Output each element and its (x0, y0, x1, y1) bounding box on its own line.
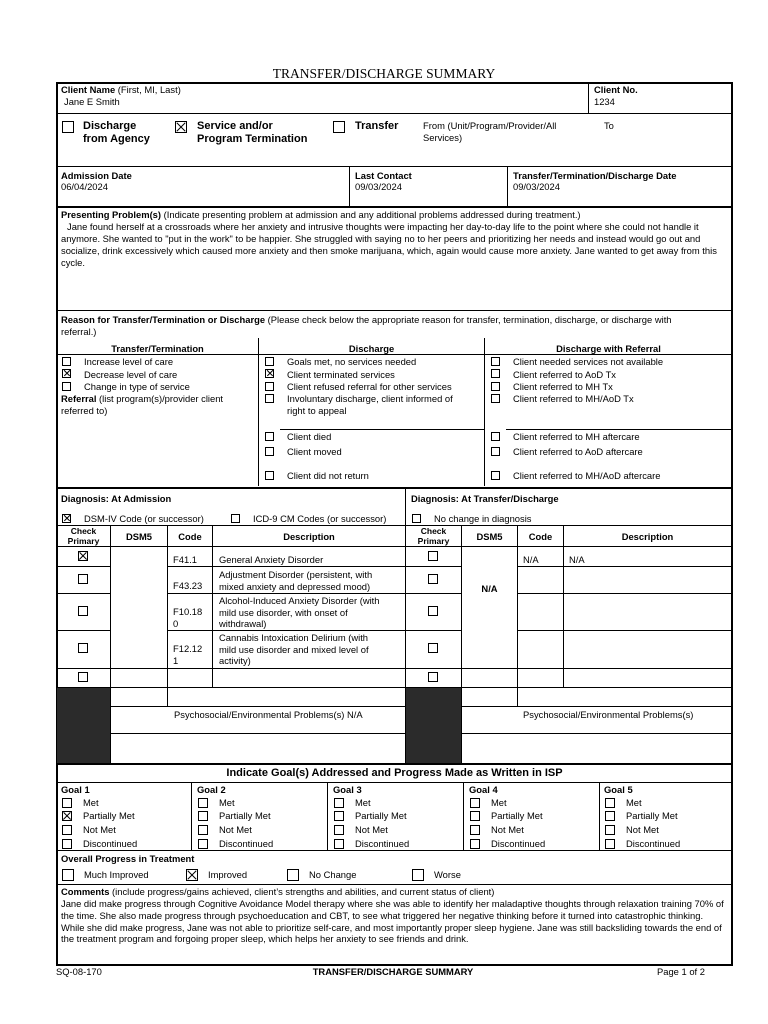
form-title: TRANSFER/DISCHARGE SUMMARY (272, 66, 496, 81)
goal-2-option-checkbox[interactable] (198, 839, 208, 849)
last-contact-value: 09/03/2024 (355, 181, 402, 192)
client-terminated-checkbox[interactable] (265, 369, 274, 378)
discharge-referral-header: Discharge with Referral (556, 343, 661, 354)
goal-2-label: Goal 2 (197, 784, 226, 795)
goals-header: Indicate Goal(s) Addressed and Progress Made as Written in ISP (226, 767, 563, 779)
code-header: Code (528, 531, 553, 542)
reason-option-label: Client referred to MH/AoD Tx (513, 393, 634, 404)
goal-option-label: Partially Met (83, 810, 135, 821)
goal-option-label: Not Met (219, 824, 252, 835)
goal-5-option-checkbox[interactable] (605, 811, 615, 821)
transfer-date-label: Transfer/Termination/Discharge Date (513, 170, 677, 181)
dsm-iv-label: DSM-IV Code (or successor) (84, 513, 204, 524)
discharge-option-label: Discharge from Agency (83, 120, 150, 145)
referred-mh-aod-aftercare-checkbox[interactable] (491, 471, 500, 480)
psychosocial-discharge: Psychosocial/Environmental Problems(s) (523, 709, 694, 720)
goal-4-option-checkbox[interactable] (470, 811, 480, 821)
goal-option-label: Met (83, 797, 99, 808)
transfer-to-label: To (604, 120, 614, 131)
goal-3-option-checkbox[interactable] (334, 811, 344, 821)
goal-1-option-checkbox[interactable] (62, 825, 72, 835)
goal-2-option-checkbox[interactable] (198, 811, 208, 821)
reason-option-label: Involuntary discharge, client informed of right to appeal (287, 393, 453, 416)
client-number-label: Client No. (594, 84, 638, 95)
goal-5-option-checkbox[interactable] (605, 825, 615, 835)
goal-option-label: Not Met (491, 824, 524, 835)
transfer-label: Transfer (355, 120, 399, 132)
comments-label: Comments (include progress/gains achieved, client’s strengths and abilities, and current status of client) (61, 886, 495, 897)
diagnosis-description: Alcohol-Induced Anxiety Disorder (with mild use disorder, with onset of withdrawal) (219, 595, 380, 629)
goal-option-label: Discontinued (355, 838, 410, 849)
overall-progress-label: Overall Progress in Treatment (61, 853, 195, 864)
goal-option-label: Partially Met (219, 810, 271, 821)
shaded-cell (57, 688, 110, 764)
reason-option-label: Client referred to AoD aftercare (513, 446, 643, 457)
discharge-from-agency-checkbox[interactable] (62, 121, 74, 133)
page-number: Page 1 of 2 (657, 966, 705, 977)
reason-option-label: Client did not return (287, 470, 369, 481)
goal-1-option-checkbox[interactable] (62, 798, 72, 808)
reason-option-label: Client needed services not available (513, 356, 664, 367)
diagnosis-code: F12.12 1 (173, 643, 203, 666)
diagnosis-description: Adjustment Disorder (persistent, with mixed anxiety and depressed mood) (219, 569, 373, 592)
diagnosis-description: General Anxiety Disorder (219, 554, 324, 565)
primary-checkbox[interactable] (428, 606, 438, 616)
worse-checkbox[interactable] (412, 869, 424, 881)
primary-checkbox[interactable] (78, 643, 88, 653)
increase-care-checkbox[interactable] (62, 357, 71, 366)
goal-option-label: Discontinued (219, 838, 274, 849)
service-termination-checkbox[interactable] (175, 121, 187, 133)
transfer-date-value: 09/03/2024 (513, 181, 560, 192)
overall-option-label: Worse (434, 869, 461, 880)
goal-4-option-checkbox[interactable] (470, 798, 480, 808)
goals-met-checkbox[interactable] (265, 357, 274, 366)
code-header: Code (178, 531, 202, 542)
goal-2-option-checkbox[interactable] (198, 798, 208, 808)
goal-3-option-checkbox[interactable] (334, 825, 344, 835)
referred-mh-aftercare-checkbox[interactable] (491, 432, 500, 441)
goal-option-label: Partially Met (355, 810, 407, 821)
client-died-checkbox[interactable] (265, 432, 274, 441)
diagnosis-code: F41.1 (173, 554, 197, 565)
referred-mh-aod-checkbox[interactable] (491, 394, 500, 403)
goal-option-label: Discontinued (83, 838, 138, 849)
goal-5-label: Goal 5 (604, 784, 633, 795)
reason-option-label: Client referred to AoD Tx (513, 369, 616, 380)
goal-3-option-checkbox[interactable] (334, 839, 344, 849)
overall-option-label: Improved (208, 869, 248, 880)
primary-checkbox[interactable] (78, 551, 88, 561)
goal-3-option-checkbox[interactable] (334, 798, 344, 808)
client-number-value: 1234 (594, 96, 615, 107)
last-contact-label: Last Contact (355, 170, 412, 181)
comments-text: Jane did make progress through Cognitive Avoidance Model therapy where she was able to identify her maladaptive thoughts through relaxation training 70% of the time. She also made progress through psychoeducation and CBT, to see what triggered her negative thinking before it turned into catastrophic thinking. While she did make progress, Jane was not able to prioritize self-care, and most importantly proper sleep hygiene. Jane was still backsliding towards the end of the treatment program and forgoing proper sleep, which helps her anxiety to see friends and drink. (61, 898, 724, 945)
discharge-dsm5: N/A (481, 583, 498, 594)
footer-title: TRANSFER/DISCHARGE SUMMARY (312, 966, 474, 977)
primary-checkbox[interactable] (428, 574, 438, 584)
goal-option-label: Not Met (355, 824, 388, 835)
presenting-problems-text: Jane found herself at a crossroads where her anxiety and intrusive thoughts were impacting her day-to-day life to the point where she could not handle it anymore. She wanted to "put in the work" to be happier. She struggled with saying no to her peers and prioritizing her needs and instead would go out and socialize, drink excessively which caused more anxiety and then smoke marijuana, which, again would cause more anxiety. Jane wanted to get away from this cycle. (61, 221, 717, 268)
reason-option-label: Increase level of care (84, 356, 174, 367)
goal-option-label: Met (491, 797, 507, 808)
primary-checkbox[interactable] (78, 606, 88, 616)
no-change-diagnosis-checkbox[interactable] (412, 514, 421, 523)
presenting-problems-label: Presenting Problem(s) (Indicate presenting problem at admission and any additional problems addressed during treatment.) (61, 209, 581, 220)
goal-1-option-checkbox[interactable] (62, 811, 72, 821)
referred-mh-checkbox[interactable] (491, 382, 500, 391)
diagnosis-admission-label: Diagnosis: At Admission (61, 493, 172, 504)
reason-option-label: Client died (287, 431, 332, 442)
check-primary-header: Check Primary (417, 526, 450, 546)
description-header: Description (621, 531, 674, 542)
primary-checkbox[interactable] (428, 551, 438, 561)
goal-option-label: Met (355, 797, 371, 808)
dsm-iv-checkbox[interactable] (62, 514, 71, 523)
reason-option-label: Change in type of service (84, 381, 190, 392)
diagnosis-code: F10.18 0 (173, 606, 203, 629)
goal-option-label: Discontinued (626, 838, 681, 849)
involuntary-discharge-checkbox[interactable] (265, 394, 274, 403)
goal-1-label: Goal 1 (61, 784, 90, 795)
goal-option-label: Partially Met (626, 810, 678, 821)
transfer-termination-header: Transfer/Termination (111, 343, 204, 354)
goal-option-label: Met (626, 797, 642, 808)
discharge-code: N/A (523, 554, 539, 565)
goal-4-option-checkbox[interactable] (470, 825, 480, 835)
decrease-care-checkbox[interactable] (62, 369, 71, 378)
improved-checkbox[interactable] (186, 869, 198, 881)
no-change-checkbox[interactable] (287, 869, 299, 881)
dsm5-header: DSM5 (476, 531, 503, 542)
goal-option-label: Not Met (626, 824, 659, 835)
icd9-checkbox[interactable] (231, 514, 240, 523)
icd9-label: ICD-9 CM Codes (or successor) (253, 513, 387, 524)
client-name-label: Client Name (First, MI, Last) (61, 84, 181, 95)
transfer-from-label: From (Unit/Program/Provider/All Services) (423, 120, 557, 143)
overall-option-label: Much Improved (84, 869, 149, 880)
admission-date-value: 06/04/2024 (61, 181, 108, 192)
much-improved-checkbox[interactable] (62, 869, 74, 881)
client-refused-checkbox[interactable] (265, 382, 274, 391)
admission-date-label: Admission Date (61, 170, 132, 181)
goal-option-label: Discontinued (491, 838, 546, 849)
goal-option-label: Partially Met (491, 810, 543, 821)
goal-option-label: Not Met (83, 824, 116, 835)
reason-option-label: Goals met, no services needed (287, 356, 417, 367)
reason-option-label: Client referred to MH aftercare (513, 431, 640, 442)
goal-option-label: Met (219, 797, 235, 808)
referred-aod-aftercare-checkbox[interactable] (491, 447, 500, 456)
goal-4-label: Goal 4 (469, 784, 498, 795)
shaded-cell (406, 688, 461, 764)
reason-option-label: Client refused referral for other services (287, 381, 452, 392)
psychosocial-admission: Psychosocial/Environmental Problems(s) N/A (174, 709, 363, 720)
diagnosis-discharge-label: Diagnosis: At Transfer/Discharge (411, 493, 559, 504)
form-id: SQ-08-170 (56, 966, 102, 977)
change-service-checkbox[interactable] (62, 382, 71, 391)
reason-label: Reason for Transfer/Termination or Discharge (Please check below the appropriate reason for transfer, termination, discharge, or discharge with referral.) (61, 314, 672, 337)
primary-checkbox[interactable] (78, 672, 88, 682)
check-primary-header: Check Primary (67, 526, 100, 546)
referral-label: Referral (list program(s)/provider client referred to) (61, 393, 224, 416)
transfer-checkbox[interactable] (333, 121, 345, 133)
diagnosis-description: Cannabis Intoxication Delirium (with mild use disorder and mixed level of activity) (219, 632, 369, 666)
reason-option-label: Client referred to MH/AoD aftercare (513, 470, 661, 481)
client-moved-checkbox[interactable] (265, 447, 274, 456)
client-not-return-checkbox[interactable] (265, 471, 274, 480)
goal-2-option-checkbox[interactable] (198, 825, 208, 835)
referred-aod-checkbox[interactable] (491, 369, 500, 378)
client-name-value: Jane E Smith (64, 96, 120, 107)
description-header: Description (283, 531, 335, 542)
goal-3-label: Goal 3 (333, 784, 362, 795)
primary-checkbox[interactable] (428, 643, 438, 653)
services-not-available-checkbox[interactable] (491, 357, 500, 366)
goal-4-option-checkbox[interactable] (470, 839, 480, 849)
goal-5-option-checkbox[interactable] (605, 839, 615, 849)
reason-option-label: Client moved (287, 446, 342, 457)
overall-option-label: No Change (309, 869, 357, 880)
no-change-diagnosis-label: No change in diagnosis (434, 513, 532, 524)
diagnosis-code: F43.23 (173, 580, 203, 591)
discharge-header: Discharge (348, 343, 395, 354)
reason-option-label: Decrease level of care (84, 369, 178, 380)
reason-option-label: Client terminated services (287, 369, 395, 380)
discharge-description: N/A (569, 554, 585, 565)
service-termination-label: Service and/or Program Termination (197, 120, 308, 145)
primary-checkbox[interactable] (78, 574, 88, 584)
primary-checkbox[interactable] (428, 672, 438, 682)
goal-1-option-checkbox[interactable] (62, 839, 72, 849)
reason-option-label: Client referred to MH Tx (513, 381, 613, 392)
dsm5-header: DSM5 (125, 531, 153, 542)
goal-5-option-checkbox[interactable] (605, 798, 615, 808)
